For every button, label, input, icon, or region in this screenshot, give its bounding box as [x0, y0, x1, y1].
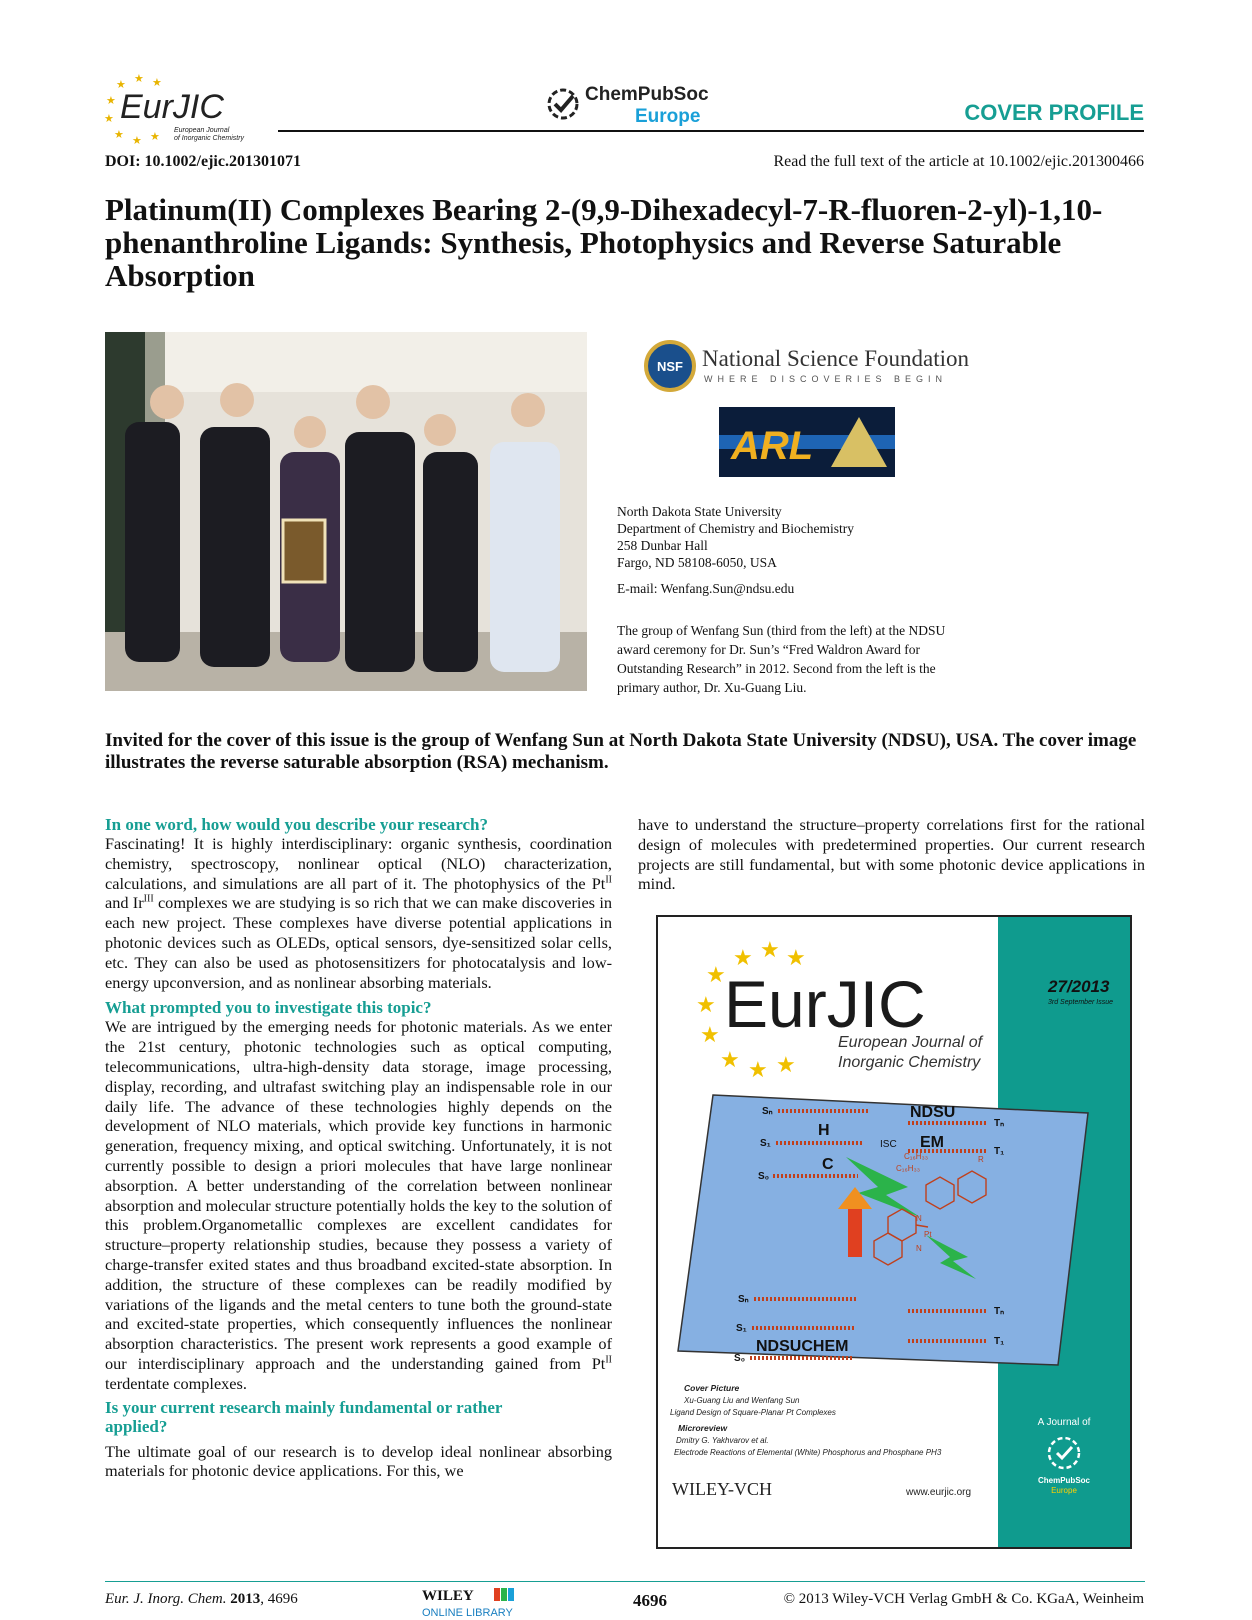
svg-text:Europe: Europe — [635, 106, 701, 127]
svg-text:★: ★ — [132, 135, 142, 146]
svg-text:NSF: NSF — [657, 359, 683, 374]
svg-text:Tₙ: Tₙ — [994, 1306, 1005, 1317]
nsf-logo — [640, 332, 980, 398]
header-divider — [278, 130, 1144, 132]
arl-logo — [719, 407, 895, 477]
svg-text:Electrode Reactions of Element: Electrode Reactions of Elemental (White) Phosphorus and Phosphane PH3 — [674, 1448, 942, 1457]
svg-text:NDSUCHEM: NDSUCHEM — [756, 1338, 849, 1355]
group-photo — [105, 332, 587, 691]
svg-text:★: ★ — [776, 1052, 796, 1077]
svg-text:EM: EM — [920, 1134, 944, 1151]
svg-text:NDSU: NDSU — [910, 1104, 956, 1121]
svg-text:EurJIC: EurJIC — [724, 967, 926, 1041]
svg-text:T₁: T₁ — [994, 1336, 1005, 1347]
svg-text:★: ★ — [786, 945, 806, 970]
svg-text:www.eurjic.org: www.eurjic.org — [906, 1487, 972, 1498]
svg-text:★: ★ — [748, 1057, 768, 1082]
svg-text:WILEY-VCH: WILEY-VCH — [672, 1479, 772, 1499]
svg-text:Xu-Guang Liu and Wenfang Sun: Xu-Guang Liu and Wenfang Sun — [684, 1396, 800, 1405]
doi: DOI: 10.1002/ejic.201301071 — [105, 153, 301, 170]
article-title: Platinum(II) Complexes Bearing 2-(9,9-Dihexadecyl-7-R-fluoren-2-yl)-1,10-phenanthroline Ligands: Synthesis, Photophysics and Reverse Saturable Absorption — [105, 192, 1103, 293]
question-heading: In one word, how would you describe your research? — [105, 815, 488, 834]
svg-text:★: ★ — [696, 992, 716, 1017]
answer-paragraph: have to understand the structure–property correlations first for the rational design of molecules with predetermined properties. Our current research projects are still fundamental, but with some photonic device applications in mind. — [638, 815, 1145, 894]
chempubsoc-logo — [545, 82, 725, 128]
library-books-icon — [494, 1588, 500, 1601]
svg-text:S₀: S₀ — [758, 1171, 770, 1182]
svg-text:C₁₆H₃₃: C₁₆H₃₃ — [896, 1164, 920, 1173]
svg-text:★: ★ — [760, 937, 780, 962]
svg-text:27/2013: 27/2013 — [1048, 977, 1110, 996]
svg-text:Microreview: Microreview — [678, 1423, 728, 1433]
read-full-text-link[interactable]: Read the full text of the article at 10.1002/ejic.201300466 — [773, 153, 1144, 170]
svg-text:of Inorganic Chemistry: of Inorganic Chemistry — [174, 135, 245, 142]
svg-text:WHERE DISCOVERIES BEGIN: WHERE DISCOVERIES BEGIN — [704, 374, 948, 384]
address-line: Department of Chemistry and Biochemistry — [617, 521, 854, 536]
award-plaque — [283, 520, 325, 582]
copyright-symbol: © — [783, 1591, 799, 1607]
svg-text:Cover Picture: Cover Picture — [684, 1383, 740, 1393]
energy-arrow-icon — [848, 1207, 862, 1257]
svg-text:European Journal: European Journal — [174, 127, 230, 134]
svg-text:S₁: S₁ — [736, 1323, 747, 1334]
address-line: Fargo, ND 58108-6050, USA — [617, 555, 777, 570]
svg-text:WILEY: WILEY — [422, 1588, 474, 1604]
svg-text:★: ★ — [700, 1022, 720, 1047]
svg-text:Sₙ: Sₙ — [762, 1106, 773, 1117]
svg-text:Europe: Europe — [1051, 1486, 1077, 1495]
svg-text:Dmitry G. Yakhvarov et al.: Dmitry G. Yakhvarov et al. — [676, 1436, 769, 1445]
photo-caption: The group of Wenfang Sun (third from the left) at the NDSU award ceremony for Dr. Sun’s “Fred Waldron Award for Outstanding Research” in 2012. Second from the left is the primary author, Dr. Xu-Guang Liu. — [617, 623, 946, 695]
svg-text:★: ★ — [150, 131, 160, 143]
section-label: COVER PROFILE — [964, 100, 1144, 125]
text-column-right — [638, 815, 1145, 894]
svg-text:ARL: ARL — [731, 424, 814, 468]
svg-text:Pt: Pt — [924, 1230, 932, 1239]
svg-text:T₁: T₁ — [994, 1146, 1005, 1157]
copyright: © 2013 Wiley-VCH Verlag GmbH & Co. KGaA, Weinheim — [783, 1591, 1144, 1607]
svg-text:National Science Foundation: National Science Foundation — [702, 346, 969, 371]
svg-text:ChemPubSoc: ChemPubSoc — [585, 84, 709, 105]
svg-text:★: ★ — [106, 95, 116, 107]
svg-text:European Journal of: European Journal of — [838, 1034, 983, 1051]
svg-text:C: C — [822, 1156, 834, 1173]
svg-text:3rd September Issue: 3rd September Issue — [1048, 999, 1113, 1006]
svg-text:C₁₆H₃₃: C₁₆H₃₃ — [904, 1152, 928, 1161]
answer-paragraph: We are intrigued by the emerging needs for photonic materials. As we enter the 21st century, photonic technologies such as optical computing, telecommunications, ultra-high-density data storage, image processing, display, recording, and ultrafast switching play an indispensable role in our daily life. The advance of these technologies highly depends on the development of NLO materials, which provide key functions in harmonic generation, frequency mixing, and optical switching. Unfortunately, it is not currently possible to design a priori molecules that have large nonlinear absorption. A better understanding of the correlation between nonlinear absorption and molecular structure potentially holds the key to the solution of this problem.Organometallic complexes are excellent candidates for structure–property relationship studies, because they possess a variety of charge-transfer exited states and thus broadband excited-state absorption. In addition, the structure of these complexes can be readily modified by variations of the ligands and the metal centers to tune both the ground-state and excited-state properties, which consequently influences the nonlinear absorption characteristics. The present work represents a good example of our interdisciplinary approach and the understanding gained from $Pt^{II}$ terdentate complexes. — [105, 1017, 612, 1393]
chempubsoc-badge-icon — [549, 90, 577, 118]
text-column-left — [105, 815, 612, 1481]
answer-paragraph: Fascinating! It is highly interdisciplinary: organic synthesis, coordination chemistry, spectroscopy, nonlinear optical (NLO) characterization, calculations, and simulations are all part of it. The photophysics of the $Pt^{II}$ and $Ir^{III}$ complexes we are studying is so rich that we can make discoveries in each new project. These complexes have diverse potential applications in photonic devices such as OLEDs, optical sensors, dye-sensitized solar cells, etc. They can also be used as photosensitizers for photocatalysis and low-energy upconversion, and as nonlinear absorbing materials. — [105, 834, 612, 992]
svg-text:N: N — [916, 1244, 922, 1253]
svg-text:A Journal of: A Journal of — [1037, 1417, 1091, 1428]
svg-text:S₀: S₀ — [734, 1353, 746, 1364]
svg-text:S₁: S₁ — [760, 1138, 771, 1149]
address-line: North Dakota State University — [617, 504, 782, 519]
affiliation-address — [617, 503, 854, 571]
svg-text:★: ★ — [114, 129, 124, 141]
invited-summary: Invited for the cover of this issue is the group of Wenfang Sun at North Dakota State University (NDSU), USA. The cover image illustrates the reverse saturable absorption (RSA) mechanism. — [105, 730, 1137, 773]
email[interactable]: E-mail: Wenfang.Sun@ndsu.edu — [617, 581, 795, 596]
address-line: 258 Dunbar Hall — [617, 538, 708, 553]
svg-text:R: R — [978, 1155, 984, 1164]
svg-text:★: ★ — [104, 113, 114, 125]
page-number: 4696 — [633, 1591, 667, 1610]
footer-divider — [105, 1581, 1145, 1582]
eurjic-logo — [104, 74, 264, 146]
svg-text:★: ★ — [720, 1047, 740, 1072]
svg-text:ISC: ISC — [880, 1139, 897, 1150]
svg-text:★: ★ — [116, 79, 126, 91]
citation: Eur. J. Inorg. Chem. 2013, 4696 — [105, 1591, 298, 1607]
svg-text:★: ★ — [152, 77, 162, 89]
svg-text:H: H — [818, 1122, 830, 1139]
wiley-online-library-logo[interactable] — [422, 1586, 532, 1620]
journal-cover-image — [656, 915, 1132, 1549]
svg-text:Tₙ: Tₙ — [994, 1118, 1005, 1129]
svg-text:★: ★ — [733, 945, 753, 970]
svg-text:EurJIC: EurJIC — [120, 88, 224, 126]
svg-text:★: ★ — [706, 962, 726, 987]
svg-text:Sₙ: Sₙ — [738, 1294, 749, 1305]
svg-text:ONLINE LIBRARY: ONLINE LIBRARY — [422, 1607, 513, 1619]
question-heading: What prompted you to investigate this topic? — [105, 998, 432, 1018]
answer-paragraph: The ultimate goal of our research is to develop ideal nonlinear absorbing materials for photonic device applications. For this, we — [105, 1441, 612, 1481]
svg-text:★: ★ — [134, 74, 144, 85]
svg-text:N: N — [916, 1214, 922, 1223]
question-heading: Is your current research mainly fundamental or rather applied? — [105, 1397, 503, 1436]
svg-text:ChemPubSoc: ChemPubSoc — [1037, 1476, 1091, 1485]
svg-text:Inorganic Chemistry: Inorganic Chemistry — [838, 1054, 981, 1071]
svg-text:Ligand Design of Square-Planar: Ligand Design of Square-Planar Pt Complexes — [670, 1408, 836, 1417]
